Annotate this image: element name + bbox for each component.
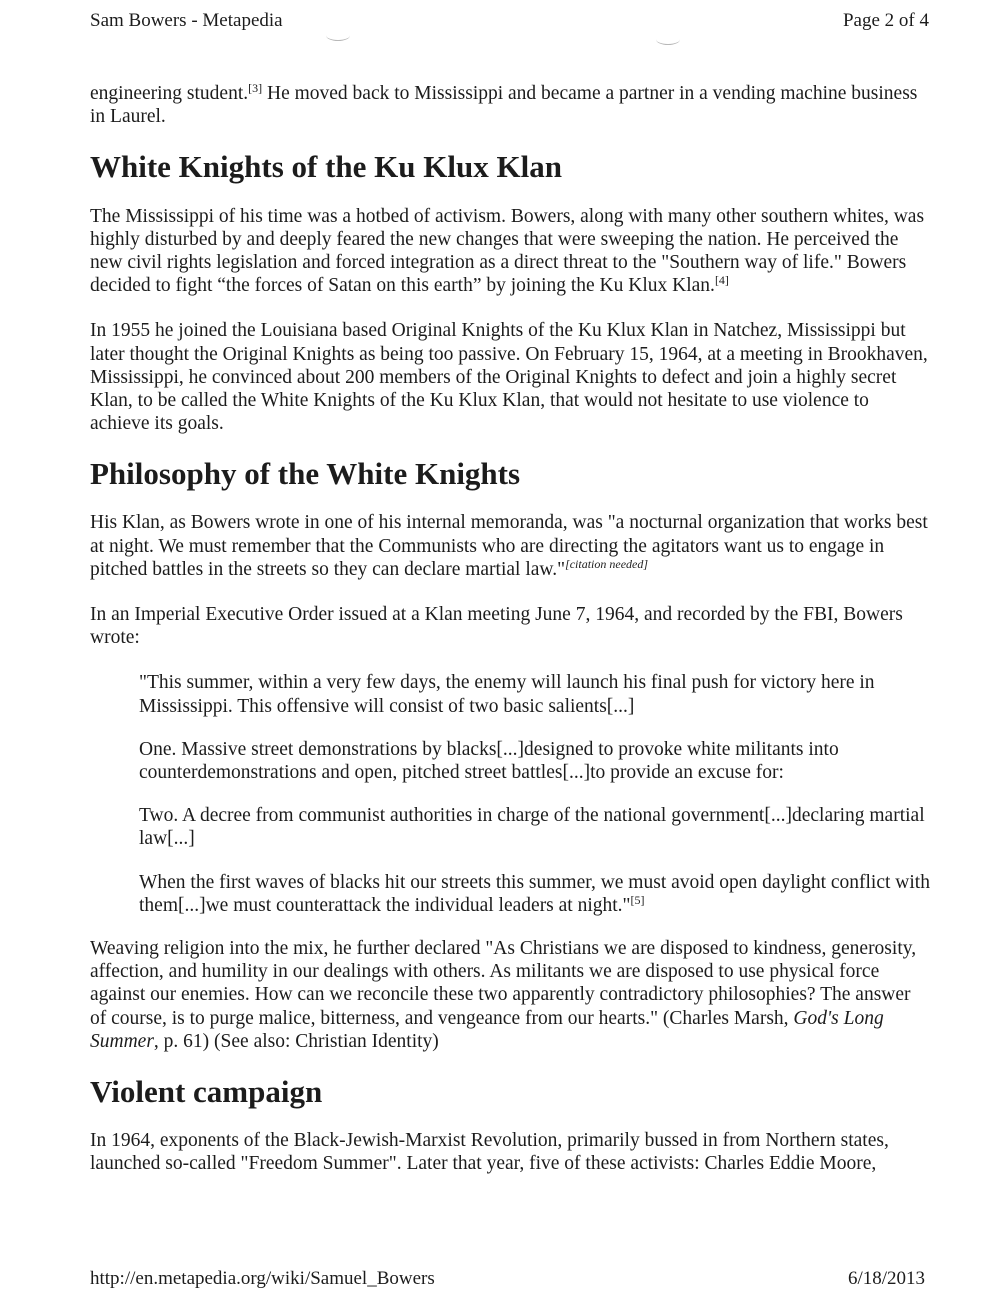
- paragraph-text-continued: , p. 61) (See also: Christian Identity): [153, 1030, 439, 1052]
- paragraph-text: The Mississippi of his time was a hotbed of activism. Bowers, along with many other southern whites, was highly disturbed by and deeply feared the new changes that were sweeping the nation. He perceived the new civil rights legislation and forced integration as a direct threat to the "Southern way of life." Bowers decided to fight “the forces of Satan on this earth” by joining the Ku Klux Klan.: [90, 205, 925, 297]
- scan-mark: [326, 30, 350, 41]
- intro-text: engineering student.: [90, 83, 249, 104]
- heading-philosophy: Philosophy of the White Knights: [90, 456, 521, 492]
- paragraph-executive-order: In an Imperial Executive Order issued at a Klan meeting June 7, 1964, and recorded by the FBI, Bowers wrote:: [90, 604, 903, 649]
- citation-needed[interactable]: [citation needed]: [565, 556, 649, 571]
- paragraph-mississippi: [90, 205, 930, 298]
- paragraph-freedom-summer: In 1964, exponents of the Black-Jewish-Marxist Revolution, primarily bussed in from Northern states, launched so-called "Freedom Summer". Later that year, five of these activists: Charles Eddie Moore,: [90, 1130, 889, 1175]
- book-title: God's Long Summer: [90, 1007, 884, 1052]
- intro-text-continued: He moved back to Mississippi and became a partner in a vending machine business in Laurel.: [90, 83, 918, 128]
- page-number: Page 2 of 4: [842, 10, 929, 31]
- print-date: 6/18/2013: [847, 1268, 925, 1289]
- reference-5[interactable]: [5]: [630, 892, 645, 907]
- reference-3[interactable]: [3]: [248, 81, 263, 95]
- article-content: [90, 82, 930, 1198]
- intro-paragraph: [90, 82, 930, 128]
- paragraph-text: His Klan, as Bowers wrote in one of his internal memoranda, was "a nocturnal organization that works best at night. We must remember that the Communists who are directing the agitators want us to engage in pitched battles in the streets so they can declare martial law.": [90, 512, 928, 580]
- quote-text: When the first waves of blacks hit our streets this summer, we must avoid open daylight conflict with them[...]we must counterattack the individual leaders at night.": [139, 871, 930, 916]
- quote-paragraph: [139, 871, 930, 917]
- heading-violent-campaign: Violent campaign: [90, 1074, 323, 1110]
- reference-4[interactable]: [4]: [714, 273, 729, 288]
- executive-order-quote: [139, 671, 930, 917]
- page-header-title: Sam Bowers - Metapedia: [90, 10, 283, 31]
- paragraph-1955: In 1955 he joined the Louisiana based Original Knights of the Ku Klux Klan in Natchez, Mississippi but later thought the Original Knights as being too passive. On February 15, 1964, at a meeting in Brookhaven, Mississippi, he convinced about 200 members of the Original Knights to defect and join a highly secret Klan, to be called the White Knights of the Ku Klux Klan, that would not hesitate to use violence to achieve its goals.: [90, 320, 928, 435]
- quote-paragraph: One. Massive street demonstrations by blacks[...]designed to provoke white militants into counterdemonstrations and open, pitched street battles[...]to provide an excuse for:: [139, 738, 839, 784]
- page-url: http://en.metapedia.org/wiki/Samuel_Bowers: [90, 1268, 435, 1289]
- quote-paragraph: Two. A decree from communist authorities in charge of the national government[...]declaring martial law[...]: [139, 805, 925, 850]
- paragraph-religion: [90, 937, 930, 1053]
- paragraph-text: Weaving religion into the mix, he further declared "As Christians we are disposed to kindness, generosity, affection, and humility in our dealings with others. As militants we are disposed to use physical force against our enemies. How can we reconcile these two apparently contradictory philosophies? The answer of course, is to purge malice, bitterness, and vengeance from our hearts." (Charles Marsh,: [90, 938, 917, 1029]
- heading-white-knights: White Knights of the Ku Klux Klan: [90, 149, 562, 185]
- scan-mark: [656, 34, 680, 45]
- paragraph-nocturnal: [90, 511, 930, 581]
- quote-paragraph: "This summer, within a very few days, the enemy will launch his final push for victory here in Mississippi. This offensive will consist of two basic salients[...]: [139, 672, 875, 717]
